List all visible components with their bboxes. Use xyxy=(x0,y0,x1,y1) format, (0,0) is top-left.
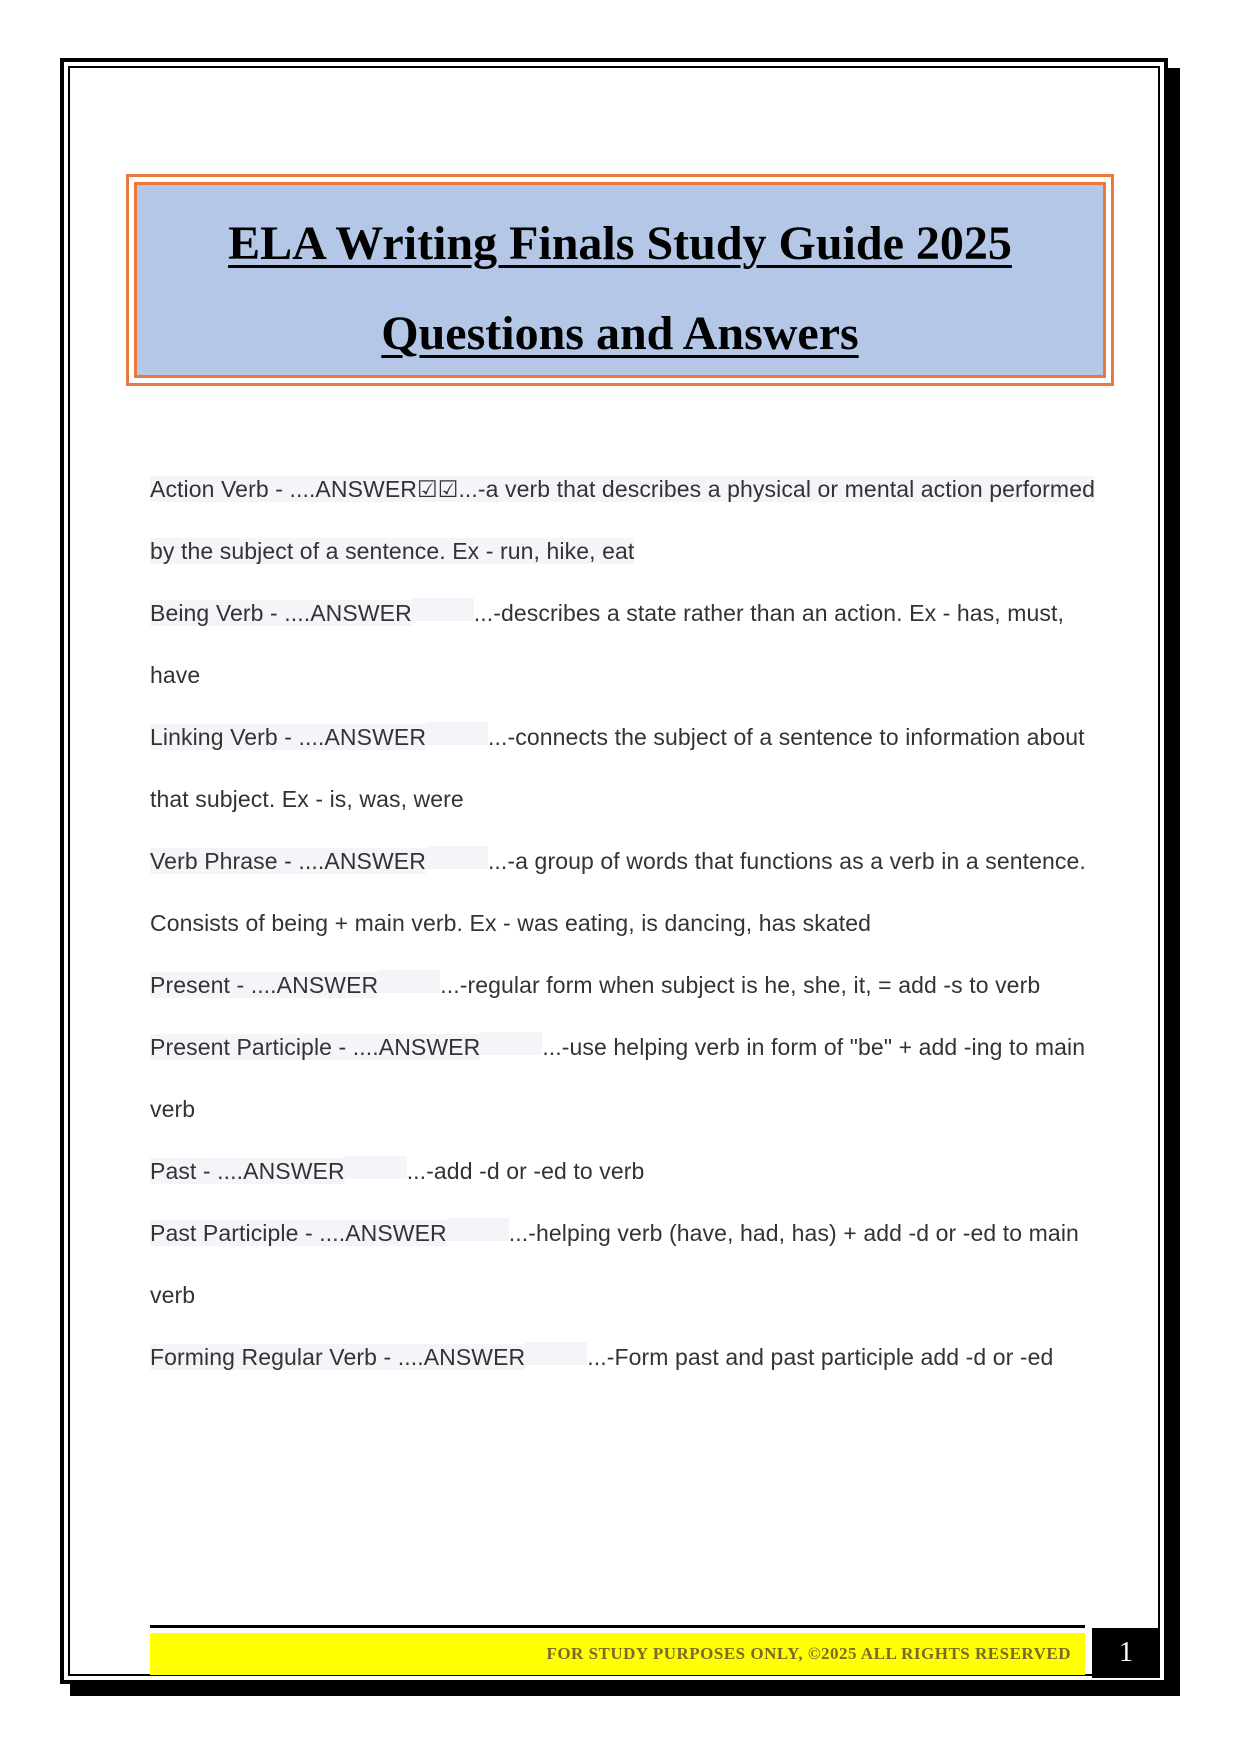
qa-term: Present Participle - ....ANSWER xyxy=(150,1034,481,1060)
document-subtitle: Questions and Answers xyxy=(381,307,859,360)
qa-entry xyxy=(150,706,1100,830)
qa-definition: ...-regular form when subject is he, she, it, = add -s to verb xyxy=(440,972,1041,998)
qa-definition: ...-add -d or -ed to verb xyxy=(406,1158,645,1184)
qa-entry xyxy=(150,1016,1100,1140)
checkmark-icon: ☑☑ xyxy=(416,476,459,502)
qa-term: Forming Regular Verb - ....ANSWER xyxy=(150,1344,526,1370)
qa-definition: ...-a verb that describes a physical or mental action performed by the subject of a sentence. Ex - run, hike, eat xyxy=(150,476,1095,564)
answer-gap xyxy=(426,722,488,745)
qa-definition: ...-connects the subject of a sentence to information about that subject. Ex - is, was, were xyxy=(150,724,1085,812)
qa-term: Verb Phrase - ....ANSWER xyxy=(150,848,426,874)
title-box xyxy=(126,174,1114,386)
qa-entry xyxy=(150,1202,1100,1326)
answer-gap xyxy=(378,970,440,993)
qa-entry xyxy=(150,582,1100,706)
footer-notice: FOR STUDY PURPOSES ONLY, ©2025 ALL RIGHTS RESERVED xyxy=(150,1633,1085,1675)
document-title: ELA Writing Finals Study Guide 2025 xyxy=(228,217,1012,270)
qa-entry xyxy=(150,954,1100,1016)
qa-term: Past Participle - ....ANSWER xyxy=(150,1220,447,1246)
qa-definition: ...-a group of words that functions as a verb in a sentence. Consists of being + main verb. Ex - was eating, is dancing, has skated xyxy=(150,848,1086,936)
qa-entry xyxy=(150,830,1100,954)
qa-definition: ...-use helping verb in form of "be" + add -ing to main verb xyxy=(150,1034,1086,1122)
qa-entry xyxy=(150,458,1100,582)
answer-gap xyxy=(345,1156,407,1179)
footer-rule xyxy=(150,1625,1085,1628)
answer-gap xyxy=(447,1218,509,1241)
qa-definition: ...-Form past and past participle add -d or -ed xyxy=(587,1344,1054,1370)
qa-definition: ...-describes a state rather than an action. Ex - has, must, have xyxy=(150,600,1065,688)
qa-definition: ...-helping verb (have, had, has) + add -d or -ed to main verb xyxy=(150,1220,1079,1308)
answer-gap xyxy=(412,598,474,621)
qa-term: Past - ....ANSWER xyxy=(150,1158,345,1184)
qa-entry xyxy=(150,1326,1100,1388)
qa-term: Action Verb - ....ANSWER xyxy=(150,476,417,502)
qa-term: Linking Verb - ....ANSWER xyxy=(150,724,427,750)
qa-list xyxy=(150,458,1100,1388)
answer-gap xyxy=(480,1032,542,1055)
qa-entry xyxy=(150,1140,1100,1202)
qa-term: Present - ....ANSWER xyxy=(150,972,379,998)
page-number: 1 xyxy=(1092,1628,1160,1678)
qa-term: Being Verb - ....ANSWER xyxy=(150,600,412,626)
answer-gap xyxy=(525,1342,587,1365)
title-box-fill xyxy=(134,182,1106,378)
answer-gap xyxy=(426,846,488,869)
